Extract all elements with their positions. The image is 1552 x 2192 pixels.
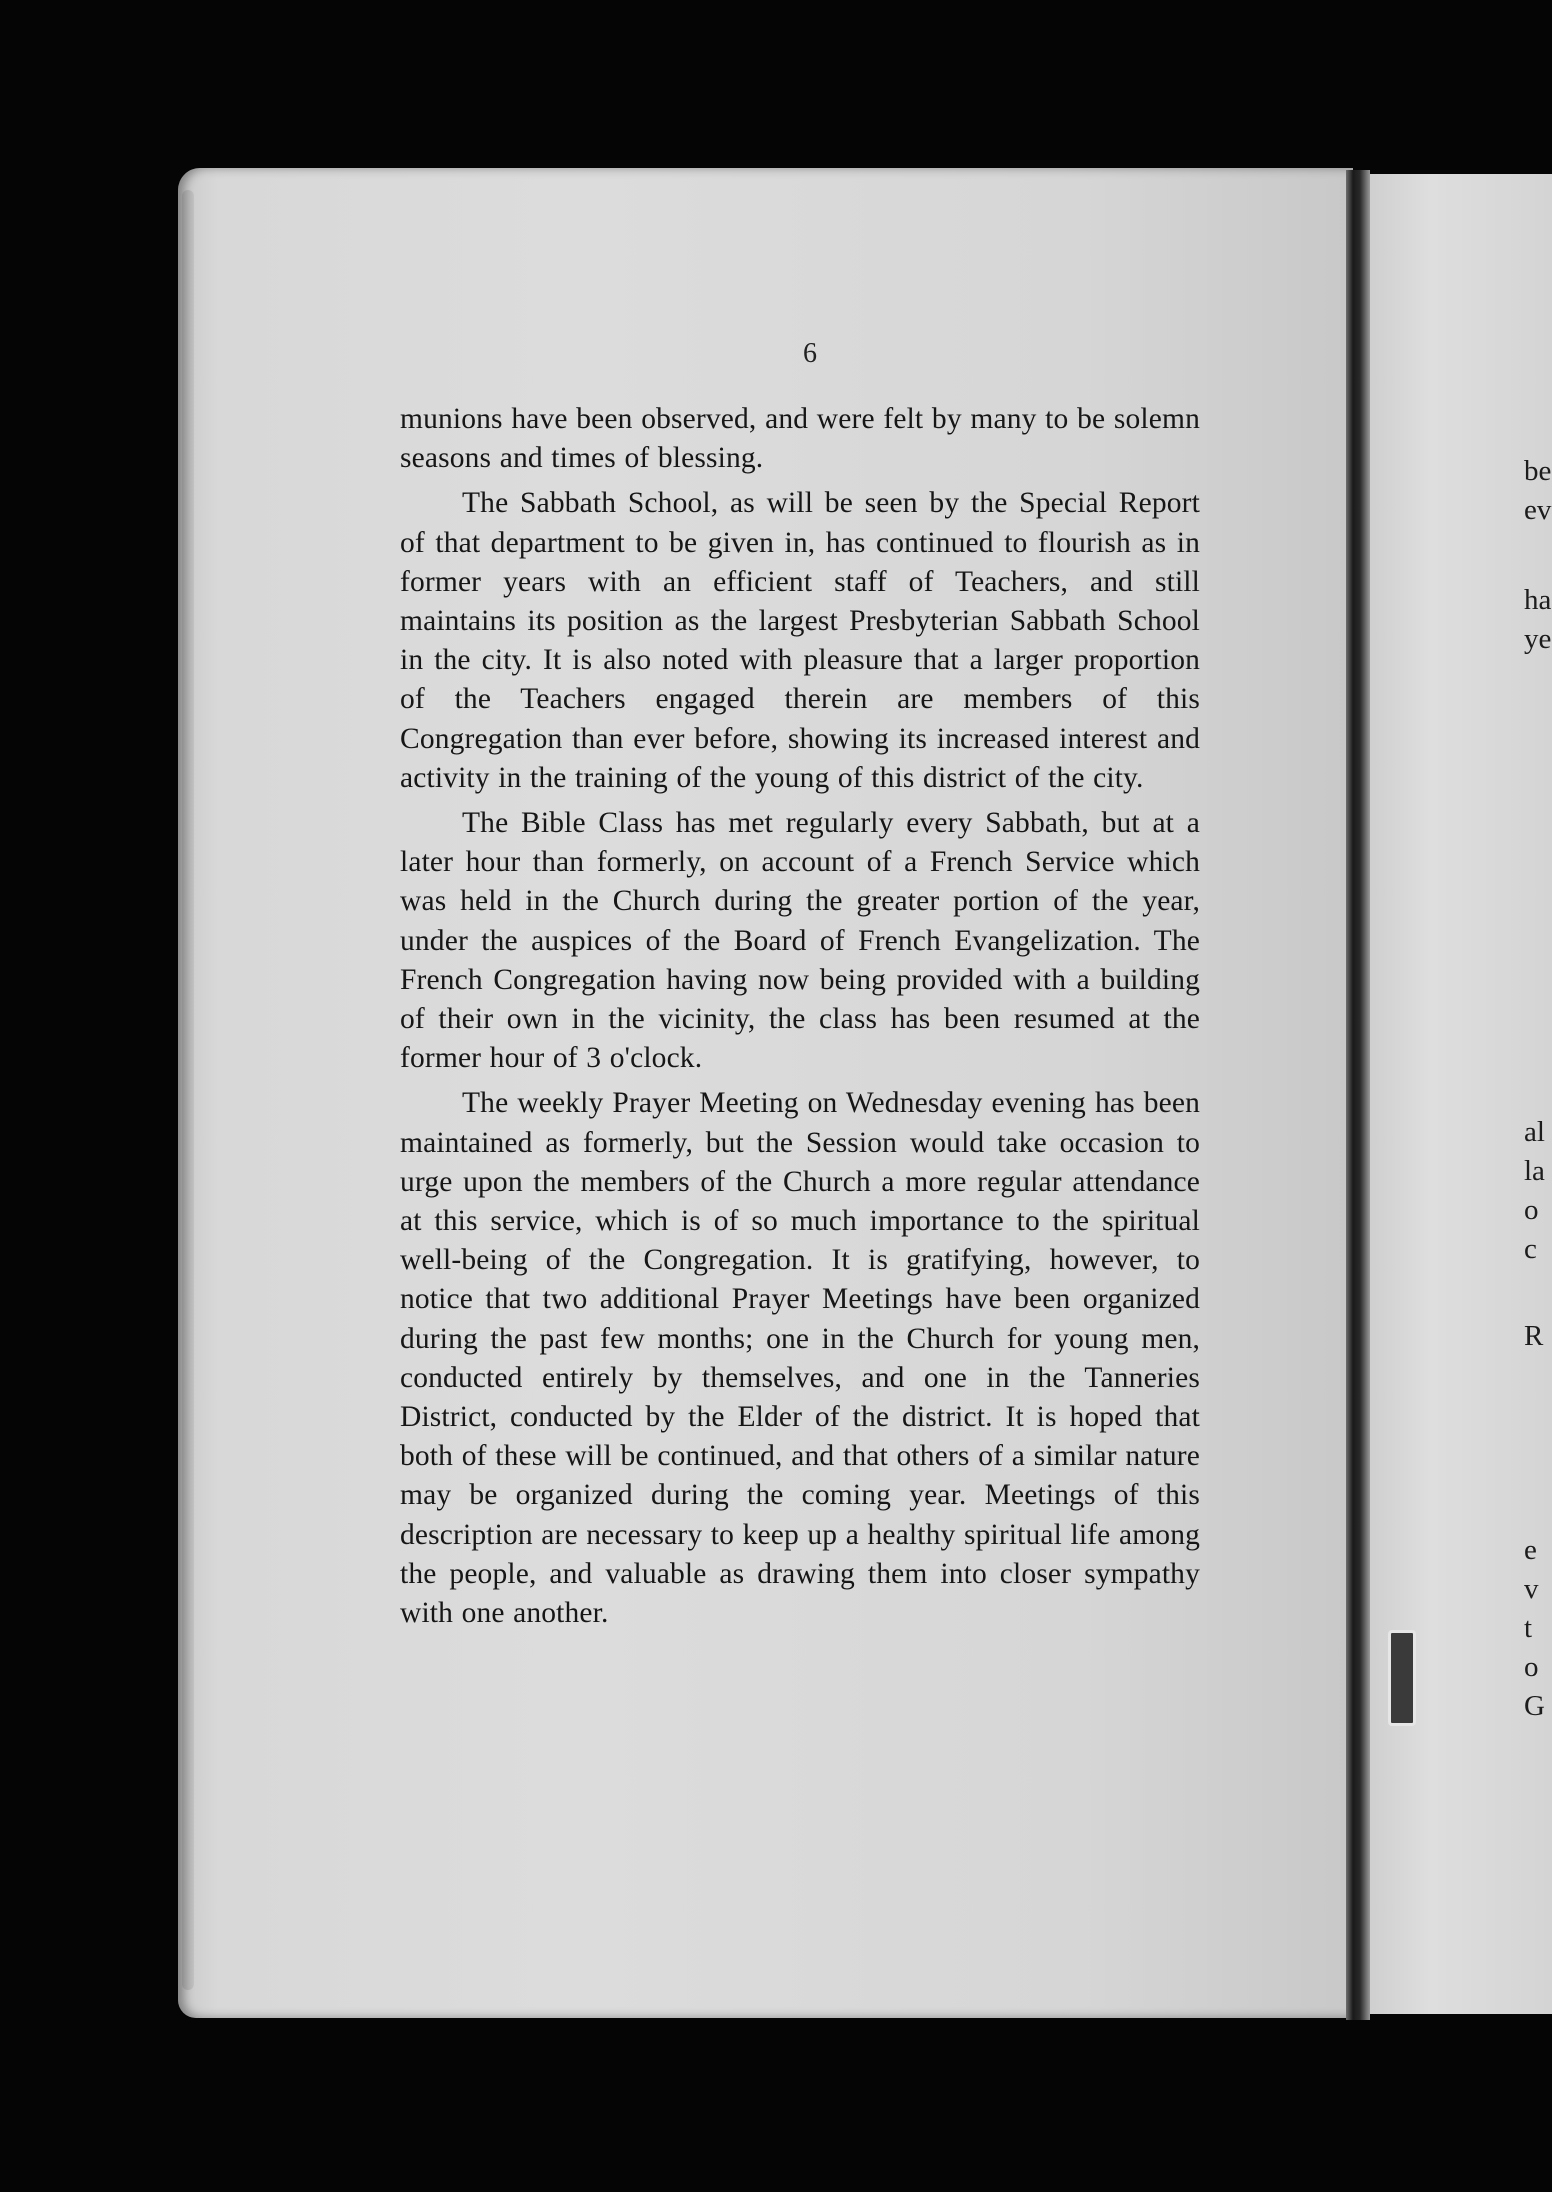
facing-fragment: al	[1524, 1116, 1545, 1148]
paragraph-1: munions have been observed, and were felt by many to be solemn seasons and times of blessing.	[400, 403, 1200, 475]
paragraph-4: The weekly Prayer Meeting on Wednesday evening has been maintained as formerly, but the Session would take occasion to urge upon the members of the Church a more regular attendance at this service, which is of so much importance to the spiritual well-being of the Congregation. It is gratifying, however, to notice that two additional Prayer Meetings have been organized during the past few months; one in the Church for young men, conducted entirely by themselves, and one in the Tanneries District, conducted by the Elder of the district. It is hoped that both of these will be continued, and that others of a similar nature may be organized during the coming year. Meetings of this description are necessary to keep up a healthy spiritual life among the people, and valuable as drawing them into closer sympathy with one another.	[400, 1087, 1200, 1630]
facing-page-text	[1524, 0, 1552, 2192]
facing-fragment: ye	[1524, 623, 1552, 655]
facing-fragment: be	[1524, 455, 1552, 487]
facing-fragment: R	[1524, 1320, 1544, 1352]
facing-fragment: c	[1524, 1233, 1537, 1265]
facing-fragment: ev	[1524, 494, 1552, 526]
facing-fragment: G	[1524, 1690, 1545, 1722]
paragraph-2: The Sabbath School, as will be seen by the Special Report of that department to be given in, has continued to flourish as in former years with an efficient staff of Teachers, and still maintains its position as the largest Presbyterian Sabbath School in the city. It is also noted with pleasure that a larger proportion of the Teachers engaged therein are members of this Congregation than ever before, showing its increased interest and activity in the training of the young of this district of the city.	[400, 487, 1200, 794]
facing-fragment: t	[1524, 1612, 1533, 1644]
facing-fragment: e	[1524, 1534, 1537, 1566]
page-number: 6	[803, 338, 817, 369]
facing-fragment: o	[1524, 1651, 1539, 1683]
page-edge	[182, 190, 194, 1990]
facing-fragment: o	[1524, 1194, 1539, 1226]
body-text	[400, 400, 1200, 1639]
paragraph-3: The Bible Class has met regularly every Sabbath, but at a later hour than formerly, on account of a French Service which was held in the Church during the greater portion of the year, under the auspices of the Board of French Evangelization. The French Congregation having now being provided with a building of their own in the vicinity, the class has been resumed at the former hour of 3 o'clock.	[400, 807, 1200, 1075]
page-tab-marker	[1388, 1630, 1416, 1726]
facing-fragment: ha	[1524, 584, 1552, 616]
facing-fragment: v	[1524, 1573, 1539, 1605]
facing-fragment: la	[1524, 1155, 1545, 1187]
book-gutter	[1346, 170, 1370, 2020]
